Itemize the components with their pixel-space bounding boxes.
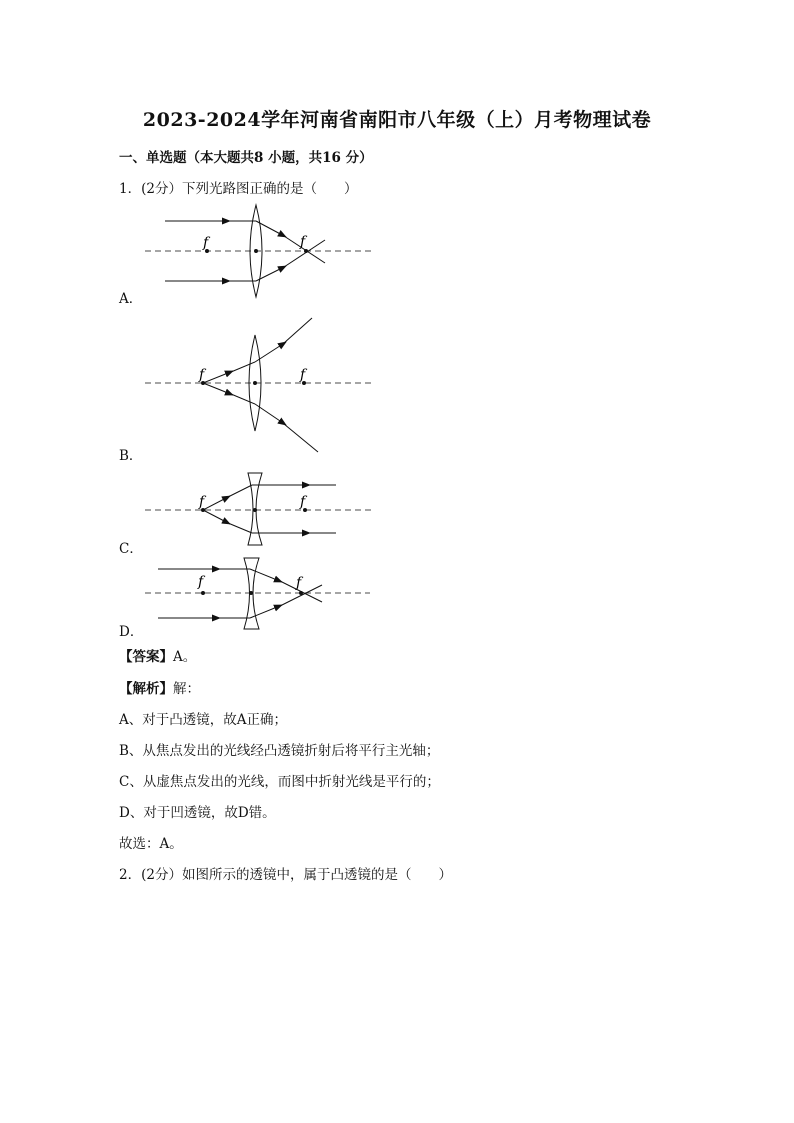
figure-c-concave-parallel [140,470,380,548]
section-heading: 一、单选题（本大题共8 小题，共16 分） [119,150,373,166]
conclusion: 故选：A。 [119,836,183,852]
focal-label: f [300,234,306,250]
figure-b-convex-diverging [140,315,380,455]
explanation-d: D、对于凹透镜，故D错。 [119,805,276,821]
focal-label: f [199,367,205,383]
analysis-tag: 【解析】 [119,681,173,697]
answer-text: A。 [173,649,197,665]
page-title: 2023-2024学年河南省南阳市八年级（上）月考物理试卷 [142,109,652,131]
analysis-text: 解： [173,681,200,697]
focal-label: f [296,575,302,591]
figure-d-concave-converging [140,555,380,633]
figure-a-convex-converging [140,200,380,300]
focal-label: f [199,494,205,510]
question-1-stem: 1．(2分）下列光路图正确的是（ ） [119,181,358,197]
analysis-line [119,677,200,697]
focal-label: f [198,574,204,590]
focal-label: f [300,494,306,510]
option-c-label: C． [119,541,143,557]
option-d-label: D． [119,624,144,640]
focal-label: f [203,235,209,251]
answer-line [119,645,196,665]
option-b-label: B． [119,448,143,464]
explanation-a: A、对于凸透镜，故A正确； [119,712,287,728]
answer-tag: 【答案】 [119,649,173,665]
option-a-label: A． [119,291,143,307]
explanation-c: C、从虚焦点发出的光线，而图中折射光线是平行的； [119,774,440,790]
focal-label: f [300,367,306,383]
question-2-stem: 2．(2分）如图所示的透镜中，属于凸透镜的是（ ） [119,867,452,883]
explanation-b: B、从焦点发出的光线经凸透镜折射后将平行主光轴； [119,743,440,759]
